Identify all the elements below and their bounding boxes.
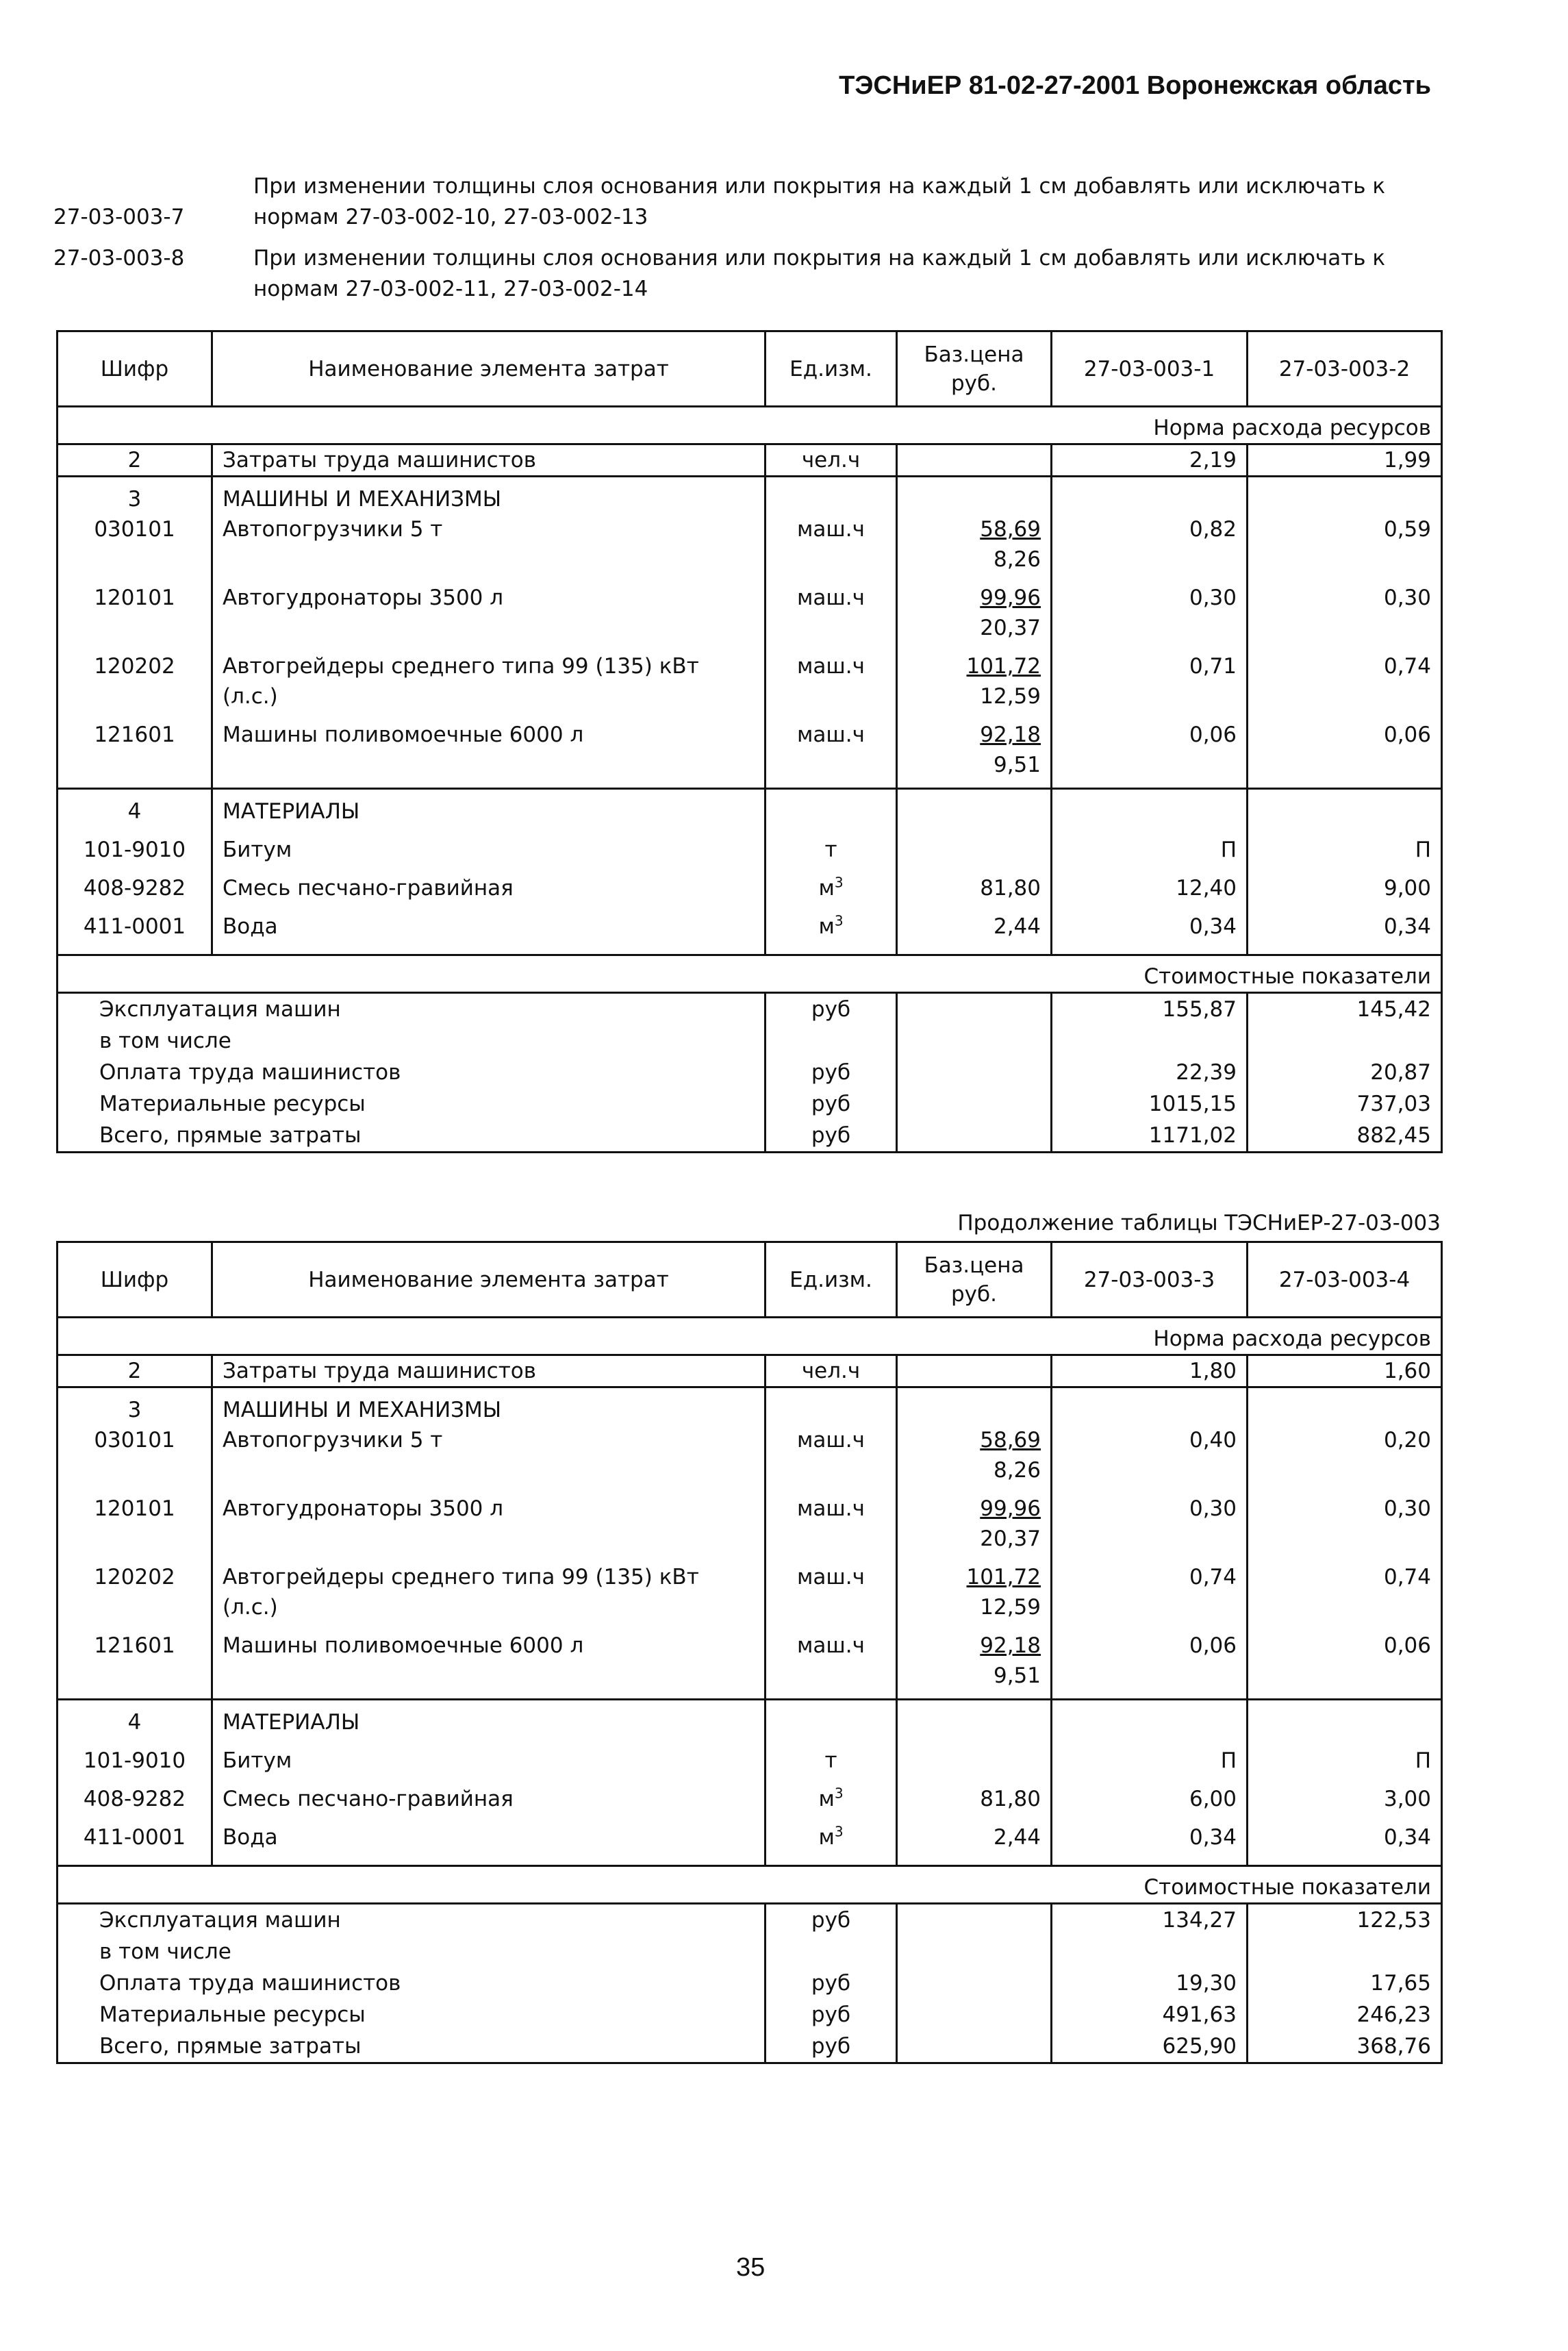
table-cell-value: 0,06 [1248, 712, 1442, 788]
section-title: МАТЕРИАЛЫ [212, 788, 766, 827]
col-header-name: Наименование элемента затрат [212, 331, 766, 407]
note-1 [53, 171, 1457, 233]
page-header-title: ТЭСНиЕР 81-02-27-2001 Воронежская область [839, 71, 1431, 100]
table-cell-value: 0,06 [1052, 712, 1248, 788]
table-cell-value: 1,99 [1248, 444, 1442, 477]
table-cell-value: 12,40 [1052, 865, 1248, 903]
table-cell-value: 0,34 [1248, 903, 1442, 955]
table-cell-value: 0,59 [1248, 514, 1442, 575]
note-text: При изменении толщины слоя основания или покрытия на каждый 1 см добавлять или исключать к нормам 27-03-002-11, 27-03-002-14 [253, 246, 1386, 301]
table-cell-value: 9,00 [1248, 865, 1442, 903]
summary-value: 491,63 [1052, 1999, 1248, 2031]
table-cell-value: 0,34 [1052, 1814, 1248, 1866]
table-row-unit: чел.ч [766, 444, 897, 477]
summary-value: 19,30 [1052, 1967, 1248, 1999]
table-row-name: Машины поливомоечные 6000 л [212, 1622, 766, 1699]
table-cell-value: 0,06 [1248, 1622, 1442, 1699]
summary-unit: руб [766, 1088, 897, 1120]
table-row-unit: маш.ч [766, 1622, 897, 1699]
table-row-price [897, 827, 1052, 865]
summary-value: 122,53 [1248, 1904, 1442, 1937]
table-row-code: 101-9010 [58, 1737, 212, 1776]
summary-label: Всего, прямые затраты [58, 2031, 766, 2063]
summary-label: Эксплуатация машин [58, 1904, 766, 1937]
summary-label: Оплата труда машинистов [58, 1967, 766, 1999]
note-2 [53, 243, 1457, 305]
table-cell-value: 3,00 [1248, 1776, 1442, 1814]
table-cell-value: 0,06 [1052, 1622, 1248, 1699]
summary-value: 882,45 [1248, 1120, 1442, 1153]
table-row-name: Вода [212, 903, 766, 955]
table-row-name: Машины поливомоечные 6000 л [212, 712, 766, 788]
section-code: 4 [58, 788, 212, 827]
table-cell-value: П [1052, 1737, 1248, 1776]
table-row-unit: $м^3$ [766, 1814, 897, 1866]
summary-label: Всего, прямые затраты [58, 1120, 766, 1153]
col-header-name: Наименование элемента затрат [212, 1242, 766, 1318]
resource-table-2 [56, 1241, 1443, 2064]
note-code: 27-03-003-7 [53, 205, 185, 229]
summary-unit: руб [766, 1057, 897, 1088]
table-row-unit: $м^3$ [766, 865, 897, 903]
table-row-price: 92,18 9,51 [897, 1622, 1052, 1699]
table-cell-value: 0,34 [1052, 903, 1248, 955]
summary-unit: руб [766, 993, 897, 1026]
col-header-norm-2: 27-03-003-2 [1248, 331, 1442, 407]
table-row-price: 99,96 20,37 [897, 1485, 1052, 1554]
table-row-price: 58,69 8,26 [897, 514, 1052, 575]
table-row-price: 58,69 8,26 [897, 1425, 1052, 1485]
table-row-code: 2 [58, 444, 212, 477]
table-row-code: 408-9282 [58, 865, 212, 903]
table-row-unit: т [766, 827, 897, 865]
table-row-unit: маш.ч [766, 514, 897, 575]
table-cell-value: 2,19 [1052, 444, 1248, 477]
table-row-name: Затраты труда машинистов [212, 1355, 766, 1387]
table-cell-value: 0,40 [1052, 1425, 1248, 1485]
summary-label: Материальные ресурсы [58, 1999, 766, 2031]
summary-unit: руб [766, 1904, 897, 1937]
section-code: 4 [58, 1699, 212, 1737]
table-row-price: 99,96 20,37 [897, 575, 1052, 643]
summary-value: 155,87 [1052, 993, 1248, 1026]
summary-unit: руб [766, 2031, 897, 2063]
col-header-price: Баз.цена руб. [897, 331, 1052, 407]
table-cell-value: 0,71 [1052, 643, 1248, 712]
table-row-name: Вода [212, 1814, 766, 1866]
table-row-name: Автогудронаторы 3500 л [212, 1485, 766, 1554]
table-cell-value: 0,30 [1052, 1485, 1248, 1554]
table-cell-value: 1,80 [1052, 1355, 1248, 1387]
section-code: 3 [58, 477, 212, 515]
summary-label: Материальные ресурсы [58, 1088, 766, 1120]
summary-value: 737,03 [1248, 1088, 1442, 1120]
table-cell-value: 0,30 [1248, 1485, 1442, 1554]
table-row-name: Смесь песчано-гравийная [212, 865, 766, 903]
table-row-unit: маш.ч [766, 643, 897, 712]
table-row-name: Битум [212, 1737, 766, 1776]
table-row-unit: $м^3$ [766, 903, 897, 955]
table-row-unit: т [766, 1737, 897, 1776]
section-code: 3 [58, 1387, 212, 1426]
norm-caption: Норма расхода ресурсов [58, 407, 1442, 444]
summary-value: 22,39 [1052, 1057, 1248, 1088]
table-row-unit: маш.ч [766, 1425, 897, 1485]
table-cell-value: 0,74 [1052, 1554, 1248, 1622]
table-cell-value: 0,30 [1248, 575, 1442, 643]
section-title: МАШИНЫ И МЕХАНИЗМЫ [212, 477, 766, 515]
summary-label: Оплата труда машинистов [58, 1057, 766, 1088]
note-text: При изменении толщины слоя основания или покрытия на каждый 1 см добавлять или исключать к нормам 27-03-002-10, 27-03-002-13 [253, 174, 1386, 229]
table-row-price: 101,72 12,59 [897, 1554, 1052, 1622]
table-row-code: 101-9010 [58, 827, 212, 865]
table-row-price: 92,18 9,51 [897, 712, 1052, 788]
table-row-price: 81,80 [897, 865, 1052, 903]
table-row-price: 2,44 [897, 1814, 1052, 1866]
table-row-unit: $м^3$ [766, 1776, 897, 1814]
summary-value: 246,23 [1248, 1999, 1442, 2031]
col-header-unit: Ед.изм. [766, 1242, 897, 1318]
note-code: 27-03-003-8 [53, 246, 185, 271]
table-cell-value: 0,34 [1248, 1814, 1442, 1866]
col-header-code: Шифр [58, 1242, 212, 1318]
col-header-norm-3: 27-03-003-3 [1052, 1242, 1248, 1318]
table-row-code: 030101 [58, 514, 212, 575]
table-row-name: Смесь песчано-гравийная [212, 1776, 766, 1814]
summary-value: 1015,15 [1052, 1088, 1248, 1120]
col-header-code: Шифр [58, 331, 212, 407]
table-row-code: 120101 [58, 1485, 212, 1554]
table-row-name: Битум [212, 827, 766, 865]
summary-value: 134,27 [1052, 1904, 1248, 1937]
table-row-code: 121601 [58, 712, 212, 788]
resource-table-1 [56, 330, 1443, 1153]
table-cell-value: 0,74 [1248, 643, 1442, 712]
summary-value: 17,65 [1248, 1967, 1442, 1999]
table-row-code: 120101 [58, 575, 212, 643]
table-row-code: 120202 [58, 1554, 212, 1622]
summary-label: в том числе [58, 1936, 766, 1967]
summary-label: Эксплуатация машин [58, 993, 766, 1026]
table-row-name: Автогрейдеры среднего типа 99 (135) кВт (л.с.) [212, 643, 766, 712]
table-cell-value: 0,20 [1248, 1425, 1442, 1485]
summary-unit: руб [766, 1120, 897, 1153]
table-row-code: 2 [58, 1355, 212, 1387]
table-cell-value: 1,60 [1248, 1355, 1442, 1387]
summary-unit: руб [766, 1967, 897, 1999]
norm-caption: Норма расхода ресурсов [58, 1318, 1442, 1355]
section-title: МАТЕРИАЛЫ [212, 1699, 766, 1737]
table-row-price: 101,72 12,59 [897, 643, 1052, 712]
table-row-price: 81,80 [897, 1776, 1052, 1814]
table-cell-value: 0,82 [1052, 514, 1248, 575]
table-row-name: Автогудронаторы 3500 л [212, 575, 766, 643]
summary-value: 368,76 [1248, 2031, 1442, 2063]
page-number: 35 [736, 2253, 766, 2282]
table-row-code: 120202 [58, 643, 212, 712]
continuation-caption: Продолжение таблицы ТЭСНиЕР-27-03-003 [957, 1211, 1441, 1235]
table-cell-value: 0,30 [1052, 575, 1248, 643]
col-header-norm-1: 27-03-003-1 [1052, 331, 1248, 407]
table-row-name: Автогрейдеры среднего типа 99 (135) кВт (л.с.) [212, 1554, 766, 1622]
col-header-unit: Ед.изм. [766, 331, 897, 407]
summary-unit: руб [766, 1999, 897, 2031]
cost-caption: Стоимостные показатели [58, 1866, 1442, 1904]
table-row-unit: маш.ч [766, 575, 897, 643]
table-row-price [897, 1737, 1052, 1776]
summary-label: в том числе [58, 1025, 766, 1057]
table-cell-value: П [1248, 1737, 1442, 1776]
summary-value: 625,90 [1052, 2031, 1248, 2063]
summary-value: 145,42 [1248, 993, 1442, 1026]
cost-caption: Стоимостные показатели [58, 955, 1442, 993]
summary-value: 20,87 [1248, 1057, 1442, 1088]
table-row-unit: чел.ч [766, 1355, 897, 1387]
table-cell-value: 6,00 [1052, 1776, 1248, 1814]
table-row-code: 411-0001 [58, 903, 212, 955]
table-row-unit: маш.ч [766, 1554, 897, 1622]
table-row-price: 2,44 [897, 903, 1052, 955]
table-row-unit: маш.ч [766, 712, 897, 788]
section-title: МАШИНЫ И МЕХАНИЗМЫ [212, 1387, 766, 1426]
table-row-code: 411-0001 [58, 1814, 212, 1866]
table-row-name: Затраты труда машинистов [212, 444, 766, 477]
table-row-unit: маш.ч [766, 1485, 897, 1554]
table-row-code: 121601 [58, 1622, 212, 1699]
table-row-code: 030101 [58, 1425, 212, 1485]
table-cell-value: 0,74 [1248, 1554, 1442, 1622]
table-row-name: Автопогрузчики 5 т [212, 1425, 766, 1485]
table-cell-value: П [1248, 827, 1442, 865]
table-row-code: 408-9282 [58, 1776, 212, 1814]
table-cell-value: П [1052, 827, 1248, 865]
table-row-name: Автопогрузчики 5 т [212, 514, 766, 575]
summary-value: 1171,02 [1052, 1120, 1248, 1153]
col-header-norm-4: 27-03-003-4 [1248, 1242, 1442, 1318]
col-header-price: Баз.цена руб. [897, 1242, 1052, 1318]
